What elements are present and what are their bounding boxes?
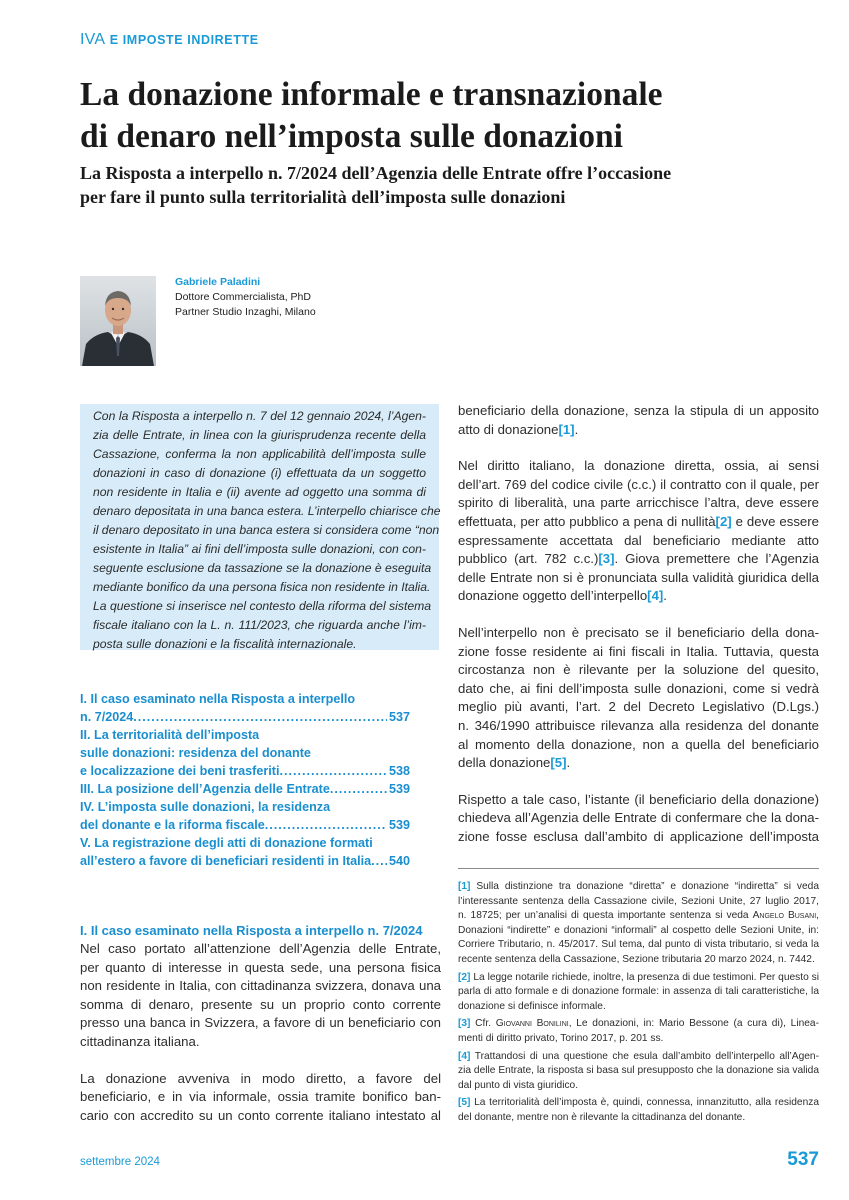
body-line: Rispetto a tale caso, l’istante (il beneficiario della donazione) (458, 791, 819, 807)
body-line: Nel diritto italiano, la donazione diretta, ossia, ai sensi (458, 458, 819, 474)
footnote-ref-link[interactable]: [2] (715, 513, 732, 529)
author-affiliation: Partner Studio Inzaghi, Milano (175, 306, 316, 318)
footnote-3: [3] Cfr. Giovanni Bonilini, Le donazioni, in: Mario Bessone (a cura di), Linea- menti di diritto privato, Torino 2017, p. 201 ss. (458, 1018, 819, 1044)
footnote-ref-link[interactable]: [3] (598, 551, 615, 567)
footnote-number: [1] (458, 881, 471, 892)
body-line: dato che, ai fini dell’imposta sulle donazioni, come si vedrà (458, 680, 819, 696)
abstract-line: fiscale italiano con la L. n. 111/2023, che riguarda anche l’im- (93, 618, 426, 632)
abstract-line: il denaro depositato in una banca estera si considera come “non (93, 523, 440, 537)
body-line: dell’art. 769 del codice civile (c.c.) il contratto con il quale, per (458, 476, 819, 492)
article-title-line: La donazione informale e transnazionale (80, 76, 663, 113)
toc-entry[interactable] (80, 708, 410, 726)
section-heading: I. Il caso esaminato nella Risposta a interpello n. 7/2024 (80, 923, 423, 938)
body-line: donazione oggetto dell’interpello[4]. (458, 588, 667, 604)
body-line: somma di denaro, presente su un proprio conto corrente (80, 996, 441, 1012)
body-line: chiedeva all’Agenzia delle Entrate di confermare che la dona- (458, 810, 819, 826)
toc-leader-dots (133, 708, 387, 726)
footnote-number: [3] (458, 1018, 471, 1030)
body-line: effettuata, per atto pubblico a pena di nullità[2] e deve essere (458, 513, 819, 529)
abstract-line: mediante bonifico da una persona fisica non residente in Italia. (93, 580, 431, 594)
body-line: zione fosse residente ai fini fiscali in Italia. Tuttavia, questa (458, 643, 819, 659)
abstract-line: zia delle Entrate, in linea con la giurisprudenza recente della (93, 428, 426, 442)
body-line: non residente in Italia, con cittadinanza svizzera, donava una (80, 978, 441, 994)
body-line: per quanto di interesse in questa sede, una persona fisica (80, 959, 441, 975)
toc-entry[interactable] (80, 852, 410, 870)
toc-leader-dots (279, 762, 387, 780)
footnote-number: [5] (458, 1097, 471, 1109)
abstract-line: non residente in Italia e (ii) avente ad oggetto una somma di (93, 485, 426, 499)
toc-entry-text: V. La registrazione degli atti di donazione formati (80, 836, 373, 850)
toc-page-number: 539 (388, 782, 410, 796)
author-photo (80, 276, 156, 366)
toc-entry-text: e localizzazione dei beni trasferiti (80, 764, 280, 778)
section-label-sub: E IMPOSTE INDIRETTE (109, 33, 259, 47)
toc-leader-dots (371, 852, 387, 870)
body-line: spirito di liberalità, una parte arricchisce l’altra, deve essere (458, 495, 819, 511)
footnote-1: [1] Sulla distinzione tra donazione “diretta” e donazione “indiretta” si veda l’interessante sentenza della Cassazione civile, Sezioni Unite, 27 luglio 2017, n. 18725; per un’analisi di questa importante sentenza si veda Angelo Busani, Donazioni “indirette” e donazioni “informali” al cospetto delle Sezioni Unite, in: Corriere Tributario, n. 45/2017. Sul tema, dal punto di vista tributario, si veda la recente sentenza della Cassazione, Sezione tributaria 20 marzo 2024, n. 7442. (458, 881, 819, 965)
toc-leader-dots (265, 816, 387, 834)
footnote-ref-link[interactable]: [4] (647, 588, 664, 604)
toc-page-number: 540 (388, 854, 410, 868)
toc-entry[interactable] (80, 834, 410, 852)
article-title-line: di denaro nell’imposta sulle donazioni (80, 118, 623, 155)
abstract-line: Con la Risposta a interpello n. 7 del 12 gennaio 2024, l’Agen- (93, 409, 426, 423)
toc-entry-text: all’estero a favore di beneficiari residenti in Italia (80, 854, 372, 868)
toc-entry[interactable] (80, 816, 410, 834)
abstract-line: esistente in Italia” ai fini dell’imposta sulle donazioni, con con- (93, 542, 426, 556)
footnote-number: [2] (458, 971, 471, 983)
article-subtitle (80, 161, 800, 209)
abstract-line: posta sulle donazioni e la fiscalità internazionale. (93, 637, 357, 651)
author-name: Gabriele Paladini (175, 276, 261, 288)
body-line: cittadinanza italiana. (80, 1033, 200, 1049)
footnote-4: [4] Trattandosi di una questione che esula dall’ambito dell’interpello all’Agen- zia delle Entrate, la risposta si basa sul presupposto che la donazione sia valida dal punto di vista giuridico. (458, 1050, 819, 1091)
toc-page-number: 537 (388, 710, 410, 724)
toc-leader-dots (330, 780, 387, 798)
article-title (80, 74, 780, 158)
body-line: meglio più avanti, l’art. 2 del Decreto Legislativo (D.Lgs.) (458, 699, 819, 715)
abstract-line: seguente esclusione da tassazione se la donazione è eseguita (93, 561, 432, 575)
abstract-line: Cassazione, conferma la non applicabilità dell’imposta sulle (93, 447, 426, 461)
toc-entry-text: n. 7/2024 (80, 710, 134, 724)
toc-entry-text: IV. L’imposta sulle donazioni, la residenza (80, 800, 331, 814)
toc-page-number: 538 (388, 764, 410, 778)
footer-date: settembre 2024 (80, 1156, 160, 1168)
body-line: della donazione[5]. (458, 755, 571, 771)
footnote-number: [4] (458, 1050, 471, 1062)
right-column-body (458, 402, 819, 846)
footnote-2: [2] La legge notarile richiede, inoltre, la presenza di due testimoni. Per questo si parla di atto formale e di donazione formale: in assenza di tali caratteristiche, la donazione si definisce informale. (458, 971, 819, 1012)
body-line: delle Entrate non si è pronunciata sulla validità giuridica della (458, 569, 819, 585)
body-line: atto di donazione[1]. (458, 421, 579, 437)
body-line: presso una banca in Svizzera, a favore di un beneficiario con (80, 1015, 441, 1031)
toc-entry-text: III. La posizione dell’Agenzia delle Entrate (80, 782, 330, 796)
section-label-main: IVA (80, 31, 106, 48)
toc-page-number: 539 (388, 818, 410, 832)
body-line: n. 346/1990 attribuisce rilevanza alla residenza del donante (458, 717, 819, 733)
footnote-divider (458, 868, 819, 869)
body-line: zione fosse esclusa dall’ambito di applicazione dell’imposta (458, 828, 819, 844)
author-info (175, 275, 316, 320)
body-line: espressamente accettata dal beneficiario mediante atto (458, 532, 819, 548)
footnote-ref-link[interactable]: [1] (558, 421, 575, 437)
body-line: circostanza non è rilevante per la soluzione del quesito, (458, 662, 819, 678)
toc-entry[interactable] (80, 780, 410, 798)
section-label (80, 31, 259, 49)
toc-entry-text: I. Il caso esaminato nella Risposta a interpello (80, 692, 356, 706)
section-1 (80, 922, 441, 1125)
toc-entry[interactable] (80, 762, 410, 780)
body-line: al momento della donazione, non a quella del beneficiario (458, 736, 819, 752)
toc-entry[interactable] (80, 690, 410, 708)
footnote-5: [5] La territorialità dell’imposta è, quindi, connessa, innanzitutto, alla residenza del donante, mentre non è rilevante la cittadinanza del donante. (458, 1097, 819, 1123)
body-line: beneficiario, e in via informale, ossia tramite bonifico ban- (80, 1089, 441, 1105)
abstract-line: donazioni in caso di donazione (i) effettuata da un soggetto (93, 466, 426, 480)
toc-entry[interactable] (80, 744, 410, 762)
toc-entry-text: II. La territorialità dell’imposta (80, 728, 260, 742)
toc-entry-text: sulle donazioni: residenza del donante (80, 746, 311, 760)
article-subtitle-line: La Risposta a interpello n. 7/2024 dell’Agenzia delle Entrate offre l’occasione (80, 163, 672, 183)
abstract-line: La questione si inserisce nel contesto della riforma del sistema (93, 599, 432, 613)
footnote-ref-link[interactable]: [5] (550, 755, 567, 771)
article-subtitle-line: per fare il punto sulla territorialità dell’imposta sulle donazioni (80, 187, 566, 207)
body-line: Nell’interpello non è precisato se il beneficiario della dona- (458, 624, 819, 640)
body-line: Nel caso portato all’attenzione dell’Agenzia delle Entrate, (80, 941, 441, 956)
toc-entry[interactable] (80, 726, 410, 744)
body-line: pubblico (art. 782 c.c.)[3]. Giova premettere che l’Agenzia (458, 551, 819, 567)
body-line: La donazione avveniva in modo diretto, a favore del (80, 1070, 441, 1086)
toc-entry[interactable] (80, 798, 410, 816)
body-line: cario con accredito su un conto corrente italiano intestato al (80, 1107, 441, 1123)
body-line: beneficiario della donazione, senza la stipula di un apposito (458, 403, 819, 418)
author-role: Dottore Commercialista, PhD (175, 291, 311, 303)
toc-entry-text: del donante e la riforma fiscale (80, 818, 265, 832)
footnotes (458, 880, 819, 1129)
abstract-line: denaro depositata in una banca estera. L’interpello chiarisce che (93, 504, 441, 518)
table-of-contents (80, 690, 410, 870)
abstract-box (80, 404, 439, 650)
author-portrait-image (80, 276, 156, 366)
page-number: 537 (787, 1149, 819, 1170)
